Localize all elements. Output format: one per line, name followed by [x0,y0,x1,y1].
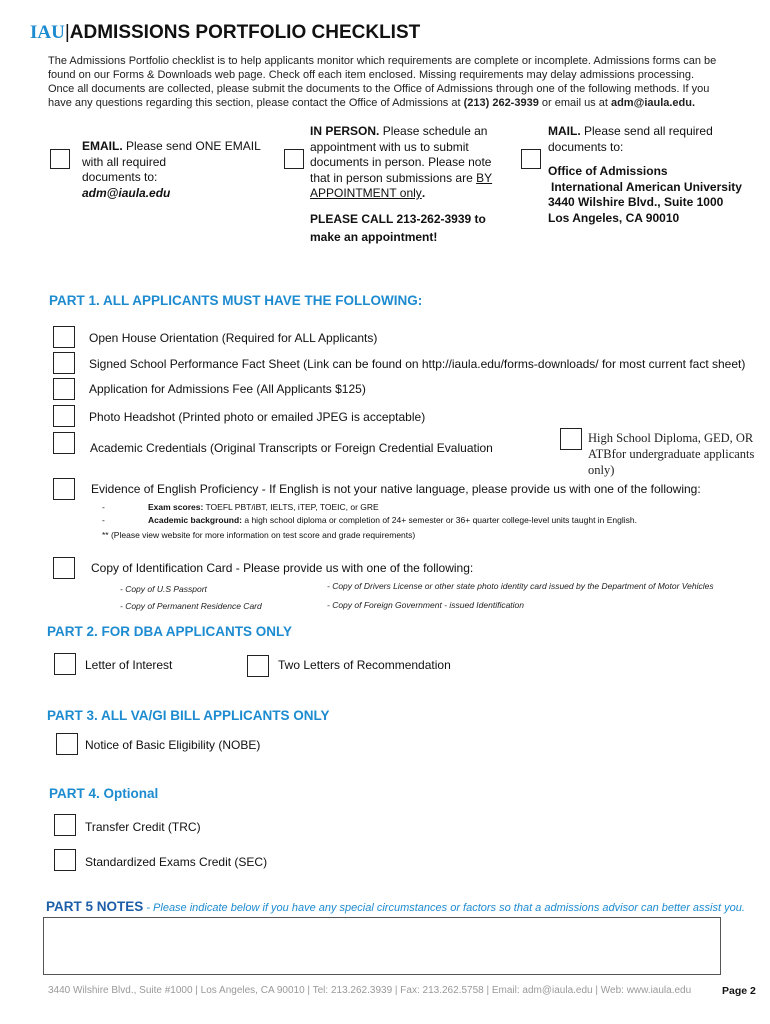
part3-checkbox-nobe[interactable] [56,733,78,755]
email-method-heading: EMAIL. [82,139,123,153]
mail-method-checkbox[interactable] [521,149,541,169]
part3-item-nobe: Notice of Basic Eligibility (NOBE) [85,738,261,752]
part1-checkbox-english[interactable] [53,478,75,500]
in-person-line-5-underline: APPOINTMENT only [310,186,422,200]
intro-line-3: Once all documents are collected, please submit the documents to the Office of Admissions through one of the following methods. If you [48,83,710,95]
intro-line-4 [48,96,748,110]
english-academic-background [148,515,637,525]
part1-item-photo: Photo Headshot (Printed photo or emailed JPEG is acceptable) [89,410,426,424]
mail-method-heading: MAIL. [548,124,581,138]
mail-method-text [548,124,758,226]
email-method-address: adm@iaula.edu [82,185,171,200]
part4-heading: PART 4. Optional [49,786,159,801]
part1-checkbox-fact-sheet[interactable] [53,352,75,374]
email-method-line-3: documents to: [82,170,158,184]
brand-logo-text: IAU [30,22,65,43]
in-person-call-line-1: PLEASE CALL 213-262-3939 to [310,211,486,226]
part1-checkbox-orientation[interactable] [53,326,75,348]
in-person-method-heading: IN PERSON. [310,124,380,138]
notes-textarea[interactable] [43,917,721,975]
part1-item-english: Evidence of English Proficiency - If English is not your native language, please provide us with one of the following: [91,482,701,496]
page-title [30,22,420,44]
part1-checkbox-academic[interactable] [53,432,75,454]
email-method-checkbox[interactable] [50,149,70,169]
part2-checkbox-recommendations[interactable] [247,655,269,677]
in-person-call-line-2: make an appointment! [310,229,438,244]
email-method-line-2: with all required [82,154,167,169]
id-option-drivers-license: - Copy of Drivers License or other state photo identity card issued by the Department of Motor Vehicles [327,581,714,591]
intro-line-4-mid: or email us at [538,97,611,109]
part1-item-application-fee: Application for Admissions Fee (All Applicants $125) [89,382,366,396]
part1-checkbox-diploma[interactable] [560,428,582,450]
in-person-line-3: documents in person. Please note [310,155,492,169]
in-person-line-5-post: . [421,186,426,200]
part4-checkbox-exam-credit[interactable] [54,849,76,871]
in-person-line-4 [310,171,510,187]
id-option-passport: - Copy of U.S Passport [120,584,207,594]
contact-phone: (213) 262-3939 [463,97,539,109]
part2-heading: PART 2. FOR DBA APPLICANTS ONLY [47,624,293,639]
english-note: ** (Please view website for more information on test score and grade requirements) [102,530,416,540]
part3-heading: PART 3. ALL VA/GI BILL APPLICANTS ONLY [47,708,330,723]
contact-email: adm@iaula.edu. [610,97,696,109]
part5-heading-text: PART 5 NOTES [46,899,144,914]
intro-paragraph [48,54,748,110]
part4-item-transfer-credit: Transfer Credit (TRC) [85,820,201,834]
mail-street: 3440 Wilshire Blvd., Suite 1000 [548,195,724,209]
intro-line-2: found on our Forms & Downloads web page. Check off each item enclosed. Missing requirements may delay admissions processing. [48,69,695,81]
diploma-line-2: ATBfor undergraduate applicants [588,447,755,461]
in-person-line-4-pre: that in person submissions are [310,170,477,185]
diploma-line-1: High School Diploma, GED, OR [588,431,754,445]
part1-checkbox-application-fee[interactable] [53,378,75,400]
email-method-text [82,139,272,201]
part1-checkbox-photo[interactable] [53,405,75,427]
id-option-foreign-id: - Copy of Foreign Government - issued Identification [327,600,525,610]
part2-checkbox-letter-of-interest[interactable] [54,653,76,675]
intro-line-1: The Admissions Portfolio checklist is to help applicants monitor which requirements are complete or incomplete. Admissions forms can be [48,55,717,67]
in-person-method-text [310,124,510,246]
page-number: Page 2 [722,985,756,997]
english-scores-text: TOEFL PBT/iBT, IELTS, iTEP, TOEIC, or GRE [203,502,379,512]
mail-office: Office of Admissions [548,164,668,178]
mail-university: International American University [551,179,742,194]
part4-checkbox-transfer-credit[interactable] [54,814,76,836]
part1-item-orientation: Open House Orientation (Required for ALL Applicants) [89,331,378,345]
part4-item-exam-credit: Standardized Exams Credit (SEC) [85,855,268,869]
footer-contact: 3440 Wilshire Blvd., Suite #1000 | Los Angeles, CA 90010 | Tel: 213.262.3939 | Fax: 213.262.5758 | Email: adm@iaula.edu | Web: www.iaula.edu [48,985,692,996]
part2-item-letter-of-interest: Letter of Interest [85,658,173,672]
part1-item-fact-sheet: Signed School Performance Fact Sheet (Link can be found on http://iaula.edu/forms-downloads/ for most current fact sheet) [89,357,746,371]
title-separator: | [64,22,70,43]
id-option-residence-card: - Copy of Permanent Residence Card [120,601,262,611]
english-background-label: Academic background: [148,515,242,525]
part5-note: - Please indicate below if you have any special circumstances or factors so that a admissions advisor can better assist you. [143,902,745,914]
in-person-method-checkbox[interactable] [284,149,304,169]
part1-item-id-card: Copy of Identification Card - Please provide us with one of the following: [91,561,474,575]
mail-method-line-1: Please send all required [580,124,713,138]
intro-line-4-pre: have any questions regarding this section, please contact the Office of Admissions at [48,97,464,109]
diploma-line-3: only) [588,463,615,477]
title-text: ADMISSIONS PORTFOLIO CHECKLIST [69,22,421,43]
email-method-line-1: Please send ONE EMAIL [122,139,261,153]
part1-heading: PART 1. ALL APPLICANTS MUST HAVE THE FOLLOWING: [49,293,423,308]
english-dash-1: - [102,502,105,512]
part2-item-recommendations: Two Letters of Recommendation [278,658,451,672]
part5-heading [46,899,745,914]
english-exam-scores [148,502,379,512]
part1-checkbox-id-card[interactable] [53,557,75,579]
in-person-line-5 [310,186,510,202]
mail-method-line-2: documents to: [548,139,624,154]
in-person-line-2: appointment with us to submit [310,139,469,154]
in-person-line-4-underline: BY [476,170,493,185]
part1-item-academic: Academic Credentials (Original Transcripts or Foreign Credential Evaluation [90,441,493,455]
english-scores-label: Exam scores: [148,502,204,512]
in-person-line-1: Please schedule an [379,124,488,138]
mail-city: Los Angeles, CA 90010 [548,210,680,225]
part1-item-diploma [588,430,768,478]
english-background-text: a high school diploma or completion of 24+ semester or 36+ quarter college-level units taught in English. [242,515,638,525]
english-dash-2: - [102,515,105,525]
